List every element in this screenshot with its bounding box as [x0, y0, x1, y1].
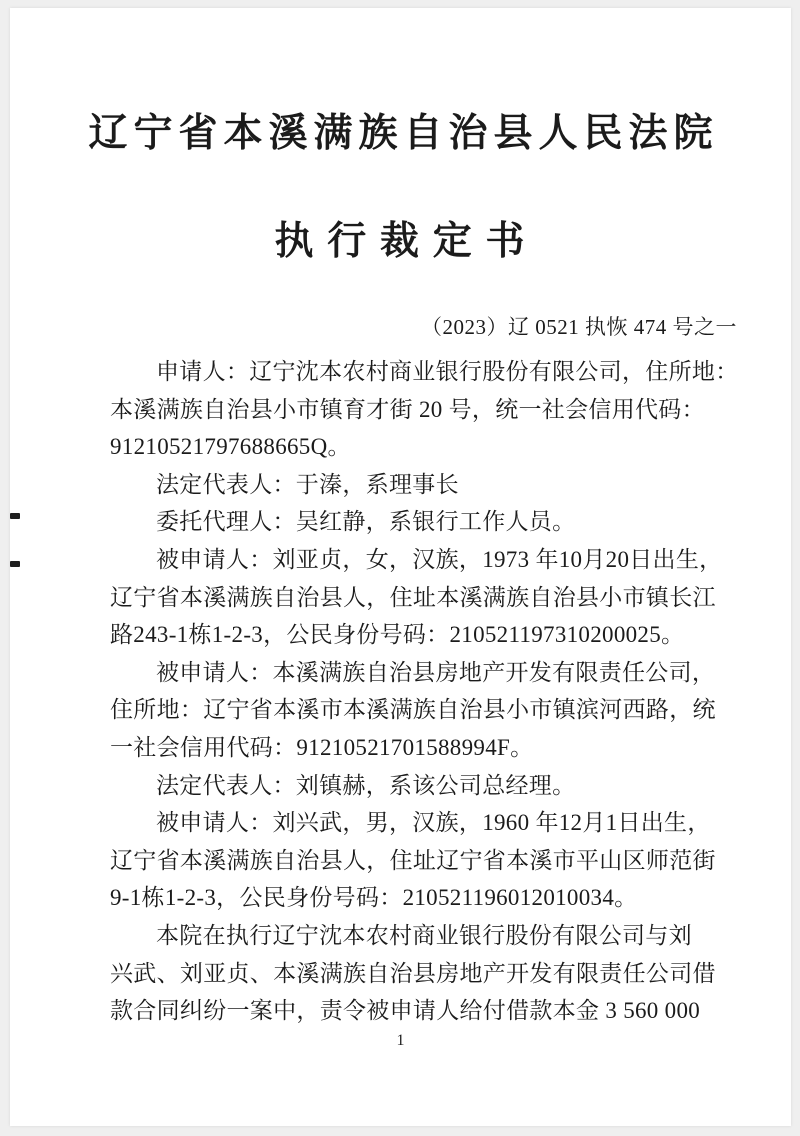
page-number: 1	[396, 1032, 405, 1049]
court-name-heading: 辽宁省本溪满族自治县人民法院	[88, 112, 719, 155]
body-line: 被申请人：刘兴武，男，汉族，1960 年12月1日出生，	[156, 810, 711, 836]
body-line: 兴武、刘亚贞、本溪满族自治县房地产开发有限责任公司借	[110, 960, 716, 986]
scan-artifact-mark	[10, 513, 20, 519]
body-line: 法定代表人：于溱，系理事长	[156, 471, 459, 497]
scan-artifact-mark	[10, 561, 20, 567]
case-number: （2023）辽 0521 执恢 474 号之一	[421, 315, 737, 339]
body-line: 9-1栋1-2-3，公民身份号码：210521196012010034。	[110, 885, 638, 911]
body-line: 辽宁省本溪满族自治县人，住址本溪满族自治县小市镇长江	[110, 584, 716, 610]
body-line: 住所地：辽宁省本溪市本溪满族自治县小市镇滨河西路，统	[110, 697, 716, 723]
body-line: 91210521797688665Q。	[110, 434, 351, 460]
body-line: 被申请人：本溪满族自治县房地产开发有限责任公司，	[156, 659, 716, 685]
body-line: 委托代理人：吴红静，系银行工作人员。	[156, 509, 576, 535]
body-line: 辽宁省本溪满族自治县人，住址辽宁省本溪市平山区师范街	[110, 847, 716, 873]
body-line: 款合同纠纷一案中，责令被申请人给付借款本金 3 560 000	[110, 998, 701, 1024]
body-line: 路243-1栋1-2-3，公民身份号码：210521197310200025。	[110, 622, 685, 648]
document-body	[110, 353, 739, 1030]
body-line: 法定代表人：刘镇赫，系该公司总经理。	[156, 772, 576, 798]
body-line: 本院在执行辽宁沈本农村商业银行股份有限公司与刘	[156, 922, 692, 948]
body-line: 被申请人：刘亚贞，女，汉族，1973 年10月20日出生，	[156, 546, 723, 572]
body-line: 一社会信用代码：91210521701588994F。	[110, 734, 534, 760]
document-title: 执 行 裁 定 书	[274, 220, 527, 263]
document-page	[10, 8, 791, 1126]
body-line: 申请人：辽宁沈本农村商业银行股份有限公司，住所地：	[156, 359, 739, 384]
body-line: 本溪满族自治县小市镇育才街 20 号，统一社会信用代码：	[110, 396, 705, 422]
